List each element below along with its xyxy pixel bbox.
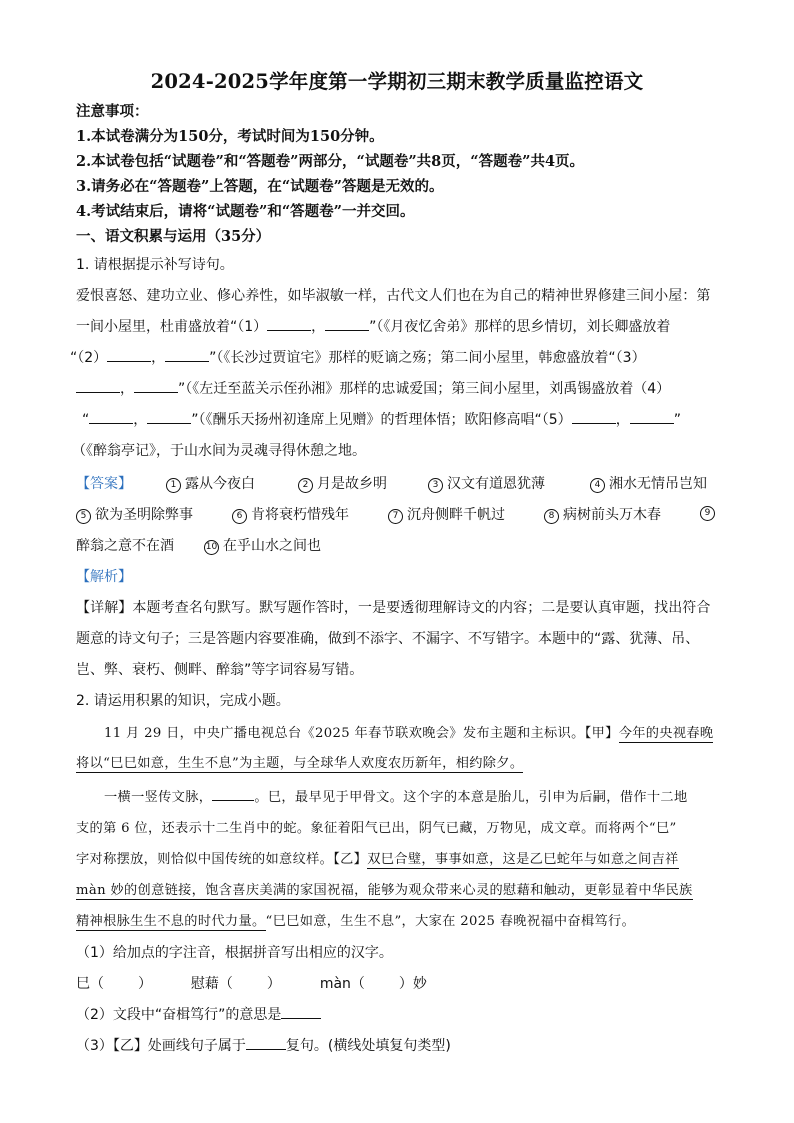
- answer-item: 10 在乎山水之间也: [205, 538, 321, 554]
- sub-question-1: （1）给加点的字注音，根据拼音写出相应的汉字。: [76, 945, 393, 961]
- note-item-3: 3.请务必在“答题卷”上答题，在“试题卷”答题是无效的。: [76, 178, 444, 195]
- answer-blank[interactable]: [147, 409, 191, 424]
- passage-line-4: 支的第 6 位，还表示十二生肖中的蛇。象征着阳气已出，阴气已藏，万物见，成文章。而将两个“巳”: [76, 821, 677, 836]
- question-2-stem: 2. 请运用积累的知识，完成小题。: [76, 693, 290, 709]
- answer-blank[interactable]: [267, 316, 311, 331]
- answer-blank[interactable]: [572, 409, 616, 424]
- note-item-4: 4.考试结束后，请将“试题卷”和“答题卷”一并交回。: [76, 203, 415, 220]
- answer-blank[interactable]: [325, 316, 369, 331]
- question-1-stem: 1. 请根据提示补写诗句。: [76, 257, 234, 273]
- answer-blank[interactable]: [630, 409, 674, 424]
- question-1-line-6: （《醉翁亭记》，于山水间为灵魂寻得休憩之地。: [72, 443, 366, 459]
- answer-blank[interactable]: [76, 378, 120, 393]
- answer-blank[interactable]: [212, 786, 254, 801]
- question-1-line-2: 一间小屋里，杜甫盛放着“（1） ， ”（《月夜忆舍弟》那样的思乡情切，刘长卿盛放着: [76, 316, 670, 336]
- answer-item: 醉翁之意不在酒: [76, 538, 174, 554]
- answer-blank[interactable]: [134, 378, 178, 393]
- answer-item: 4 湘水无情吊岂知: [590, 473, 707, 493]
- page-title: 2024-2025学年度第一学期初三期末教学质量监控语文: [150, 70, 644, 93]
- answer-item: 8 病树前头万木春: [544, 504, 661, 524]
- passage-line-7: 精神根脉生生不息的时代力量。“巳巳如意，生生不息”，大家在 2025 春晚祝福中奋楫笃行。: [76, 914, 636, 929]
- answer-item: 5 欲为圣明除弊事: [76, 504, 193, 524]
- passage-line-6: màn 妙的创意链接，饱含喜庆美满的家国祝福，能够为观众带来心灵的慰藉和触动，更彰显着中华民族: [76, 883, 693, 898]
- analysis-line-3: 岂、弊、衰朽、侧畔、醉翁”等字词容易写错。: [76, 662, 364, 678]
- question-1-line-4: ， ”（《左迁至蓝关示侄孙湘》那样的忠诚爱国；第三间小屋里，刘禹锡盛放着（4）: [76, 378, 670, 398]
- passage-line-1: 11 月 29 日，中央广播电视总台《2025 年春节联欢晚会》发布主题和主标识。【甲】今年的央视春晚: [104, 726, 714, 741]
- sub-question-3: （3）【乙】处画线句子属于 复句。(横线处填复句类型): [76, 1035, 451, 1055]
- answer-blank[interactable]: [165, 347, 209, 362]
- answer-item: 3 汉文有道恩犹薄: [428, 473, 545, 493]
- answer-item: 1 露从今夜白: [166, 473, 255, 493]
- note-item-1: 1.本试卷满分为150分，考试时间为150分钟。: [76, 128, 384, 145]
- passage-line-2: 将以“巳巳如意，生生不息”为主题，与全球华人欢度农历新年，相约除夕。: [76, 756, 524, 771]
- sub-question-1-items: 巳（ ） 慰藉（ ） màn（ ）妙: [76, 976, 427, 992]
- answer-label: 【答案】: [76, 476, 132, 492]
- answer-item: 7 沉舟侧畔千帆过: [388, 504, 505, 524]
- section-heading: 一、语文积累与运用（35分）: [76, 228, 271, 245]
- answer-blank[interactable]: [281, 1004, 321, 1019]
- passage-line-3: 一横一竖传文脉， 。巳，最早见于甲骨文。这个字的本意是胎儿，引申为后嗣，借作十二地: [104, 786, 688, 805]
- analysis-line-2: 题意的诗文句子；三是答题内容要准确，做到不添字、不漏字、不写错字。本题中的“露、犹薄、吊、: [76, 631, 700, 647]
- question-1-line-3: “（2） ， ”（《长沙过贾谊宅》那样的贬谪之殇；第二间小屋里，韩愈盛放着“（3）: [70, 347, 646, 367]
- answer-blank[interactable]: [107, 347, 151, 362]
- question-1-line-5: “ ， ”（《酬乐天扬州初逢席上见赠》的哲理体悟；欧阳修高唱“（5） ， ”: [82, 409, 681, 429]
- sub-question-2: （2）文段中“奋楫笃行”的意思是: [76, 1004, 321, 1024]
- question-1-line-1: 爱恨喜怒、建功立业、修心养性，如毕淑敏一样，古代文人们也在为自己的精神世界修建三间小屋：第: [76, 288, 711, 304]
- answer-item: 6 肯将衰朽惜残年: [232, 504, 349, 524]
- answer-item: 9: [700, 504, 719, 521]
- notes-heading: 注意事项：: [76, 103, 149, 120]
- passage-line-5: 字对称摆放，则恰似中国传统的如意纹样。【乙】双巳合璧，事事如意，这是乙巳蛇年与如意之间吉祥: [76, 852, 679, 867]
- answer-item: 2 月是故乡明: [298, 473, 387, 493]
- note-item-2: 2.本试卷包括“试题卷”和“答题卷”两部分，“试题卷”共8页，“答题卷”共4页。: [76, 153, 585, 170]
- answer-blank[interactable]: [246, 1035, 286, 1050]
- answer-blank[interactable]: [89, 409, 133, 424]
- analysis-line-1: 【详解】本题考查名句默写。默写题作答时，一是要透彻理解诗文的内容；二是要认真审题，找出符合: [76, 600, 711, 616]
- analysis-label: 【解析】: [76, 569, 132, 585]
